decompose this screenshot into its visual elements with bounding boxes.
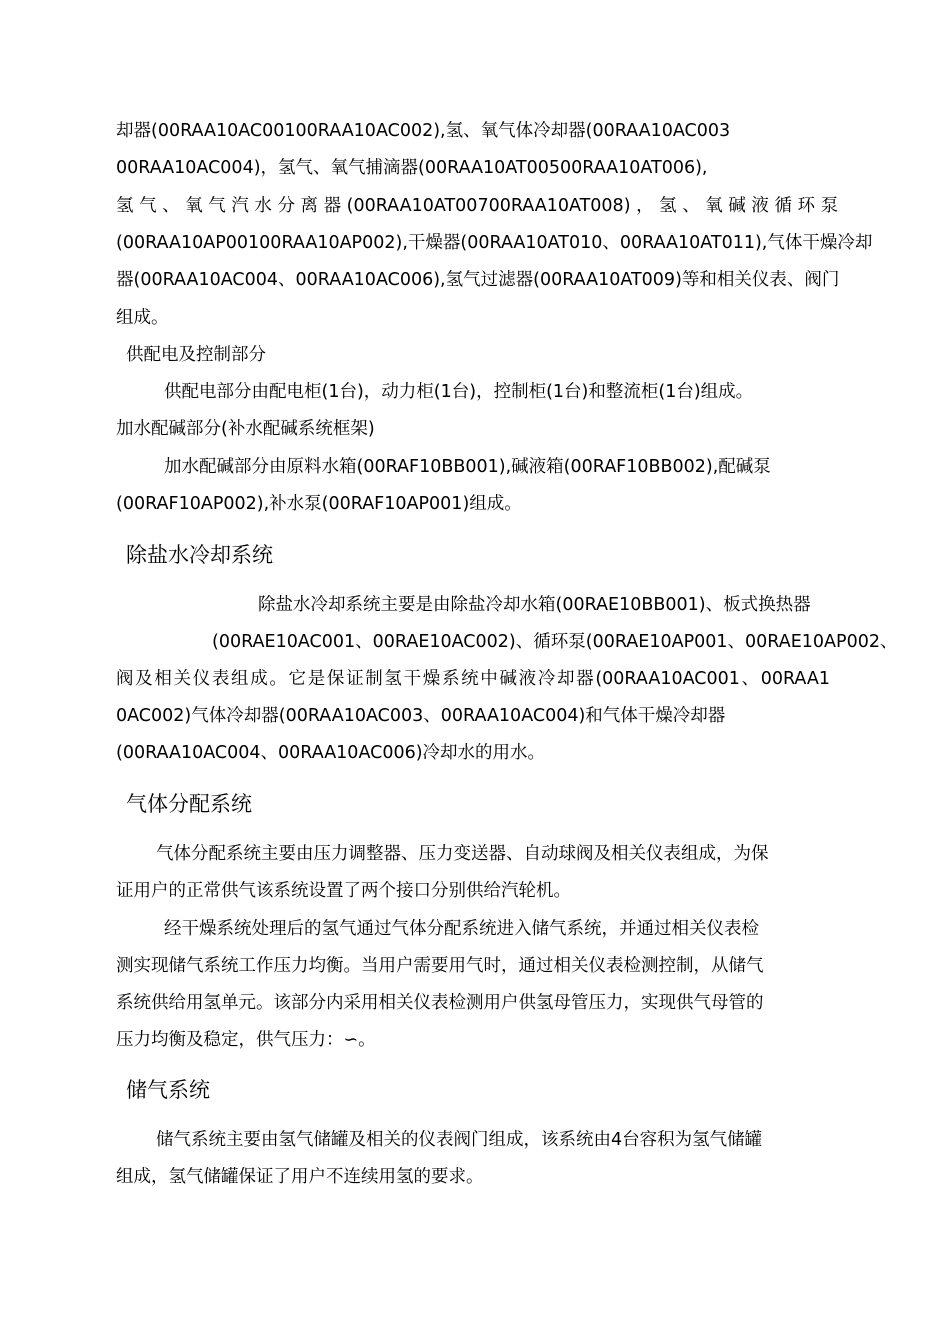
paragraph-line: 证用户的正常供气该系统设置了两个接口分别供给汽轮机。 — [116, 881, 571, 901]
paragraph-line: 压力均衡及稳定，供气压力：∽。 — [116, 1030, 376, 1050]
paragraph-line: 0AC002)气体冷却器(00RAA10AC003、00RAA10AC004)和气体干燥冷却器 — [116, 706, 726, 726]
paragraph-line: 加水配碱部分由原料水箱(00RAF10BB001),碱液箱(00RAF10BB002),配碱泵 — [164, 457, 771, 477]
paragraph-line: 器(00RAA10AC004、00RAA10AC006),氢气过滤器(00RAA10AT009)等和相关仪表、阀门 — [116, 270, 840, 290]
paragraph-line: 组成。 — [116, 308, 169, 328]
paragraph-line: 储气系统主要由氢气储罐及相关的仪表阀门组成，该系统由4台容积为氢气储罐 — [156, 1130, 763, 1150]
paragraph-line: (00RAE10AC001、00RAE10AC002)、循环泵(00RAE10AP001、00RAE10AP002、 — [212, 632, 898, 652]
paragraph-line: 供配电部分由配电柜(1台)，动力柜(1台)，控制柜(1台)和整流柜(1台)组成。 — [164, 382, 754, 402]
paragraph-line: 却器(00RAA10AC00100RAA10AC002),氢、氧气体冷却器(00RAA10AC003 — [116, 121, 731, 141]
paragraph-line: (00RAA10AC004、00RAA10AC006)冷却水的用水。 — [116, 743, 546, 763]
paragraph-line: (00RAF10AP002),补水泵(00RAF10AP001)组成。 — [116, 494, 522, 514]
paragraph-line: 除盐水冷却系统主要是由除盐冷却水箱(00RAE10BB001)、板式换热器 — [258, 595, 811, 615]
paragraph-line: (00RAA10AP00100RAA10AP002),干燥器(00RAA10AT010、00RAA10AT011),气体干燥冷却 — [116, 233, 873, 253]
paragraph-line: 阀及相关仪表组成。它是保证制氢干燥系统中碱液冷却器(00RAA10AC001、00RAA1 — [116, 669, 830, 689]
paragraph-line: 气体分配系统主要由压力调整器、压力变送器、自动球阀及相关仪表组成，为保 — [156, 844, 769, 864]
paragraph-line: 组成，氢气储罐保证了用户不连续用氢的要求。 — [116, 1167, 484, 1187]
subsection-title-water-alkali: 加水配碱部分(补水配碱系统框架) — [116, 419, 375, 439]
section-heading-cooling: 除盐水冷却系统 — [126, 543, 273, 567]
paragraph-line: 测实现储气系统工作压力均衡。当用户需要用气时，通过相关仪表检测控制，从储气 — [116, 956, 764, 976]
section-heading-distribution: 气体分配系统 — [126, 792, 252, 816]
paragraph-line: 经干燥系统处理后的氢气通过气体分配系统进入储气系统，并通过相关仪表检 — [164, 919, 759, 939]
subsection-title-power: 供配电及控制部分 — [126, 345, 266, 365]
paragraph-line: 氢 气 、 氧 气 汽 水 分 离 器 (00RAA10AT00700RAA10AT008) ， 氢 、 氧 碱 液 循 环 泵 — [116, 196, 839, 216]
paragraph-line: 00RAA10AC004)，氢气、氧气捕滴器(00RAA10AT00500RAA10AT006), — [116, 158, 708, 178]
paragraph-line: 系统供给用氢单元。该部分内采用相关仪表检测用户供氢母管压力，实现供气母管的 — [116, 993, 764, 1013]
section-heading-storage: 储气系统 — [126, 1078, 210, 1102]
